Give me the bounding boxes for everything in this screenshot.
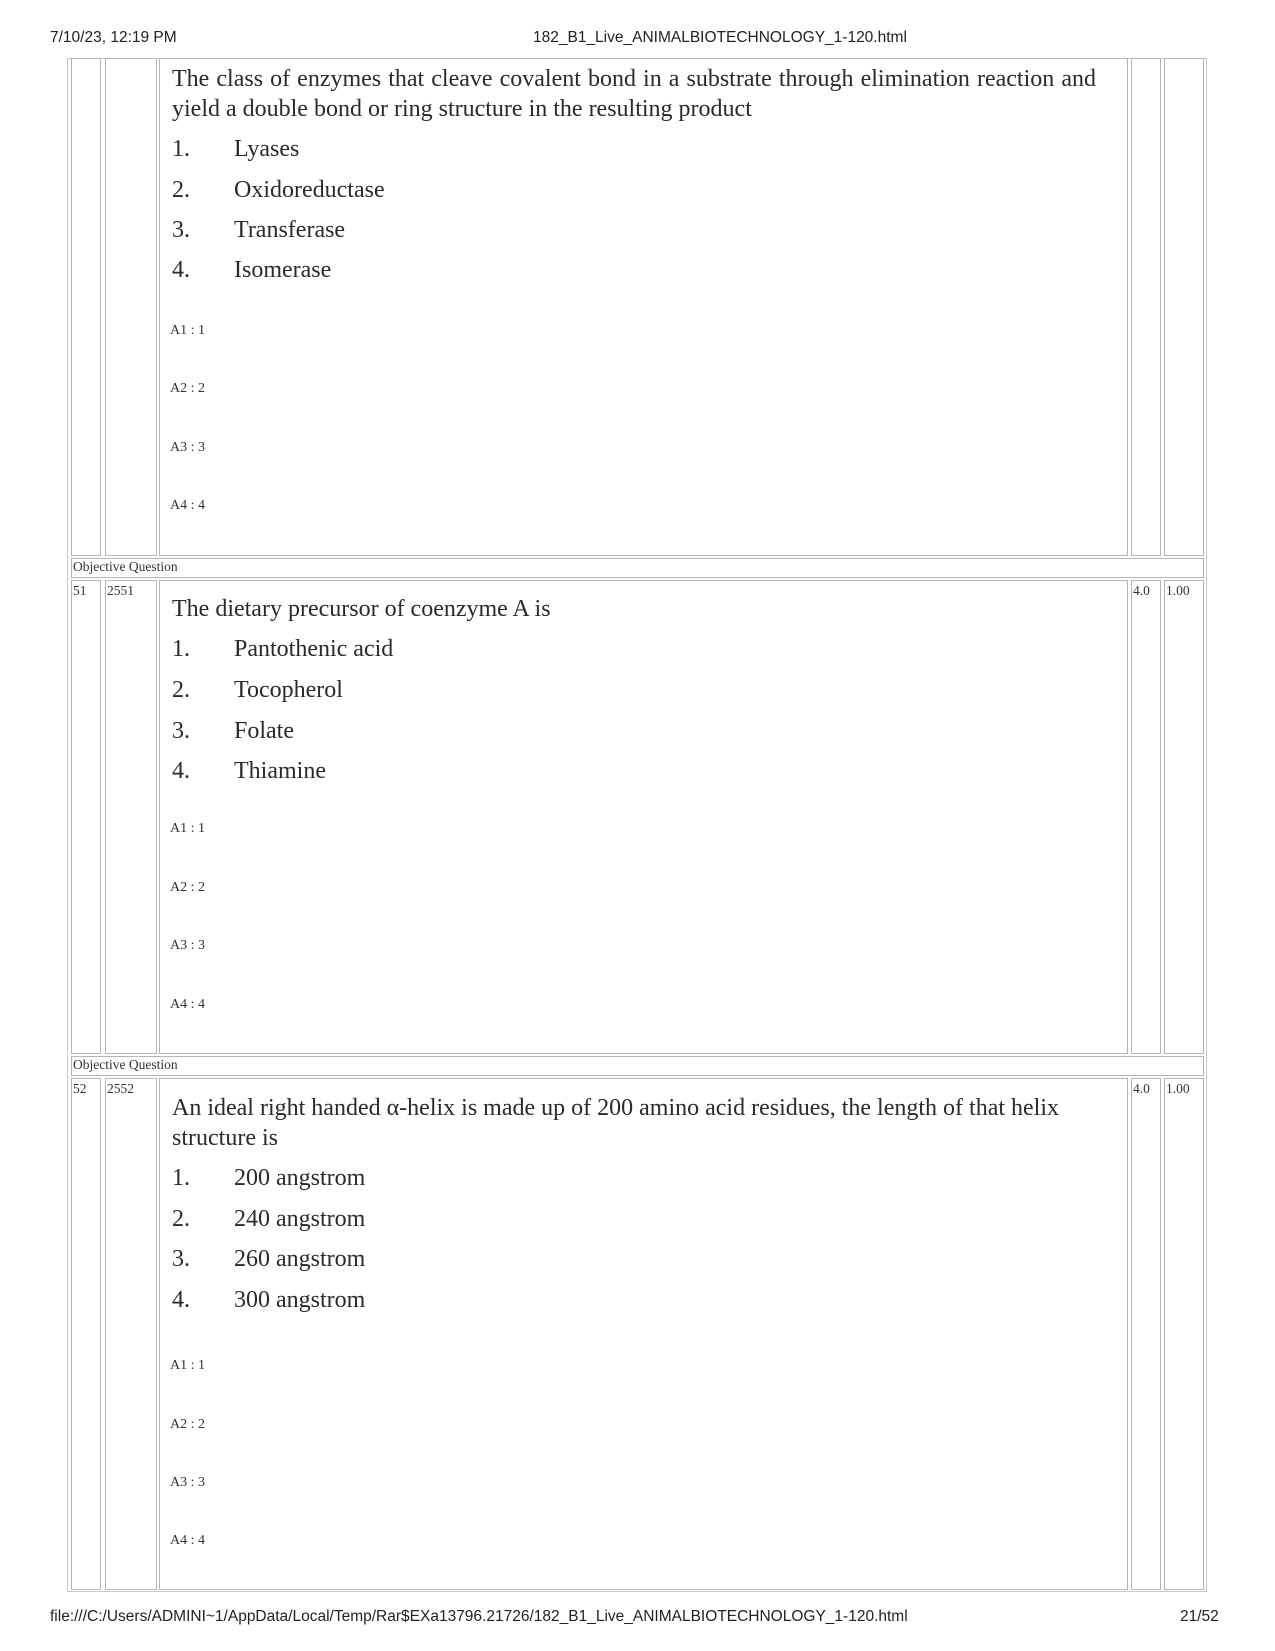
- option-2: 2. 240 angstrom: [172, 1206, 366, 1232]
- qid-cell: [105, 580, 157, 1054]
- marks-value: 4.0: [1133, 583, 1150, 598]
- sno-cell: [71, 58, 101, 556]
- option-2: 2. Oxidoreductase: [172, 177, 385, 203]
- question-cell: [159, 1078, 1128, 1590]
- answer-2: A2 : 2: [170, 880, 205, 895]
- answer-2: A2 : 2: [170, 381, 205, 396]
- answer-2: A2 : 2: [170, 1417, 205, 1432]
- serial-number: 51: [73, 583, 87, 598]
- option-3: 3. 260 angstrom: [172, 1246, 366, 1272]
- print-page-indicator: 21/52: [1180, 1608, 1219, 1625]
- qid-cell: [105, 1078, 157, 1590]
- option-1: 1. 200 angstrom: [172, 1165, 366, 1191]
- answer-3: A3 : 3: [170, 440, 205, 455]
- negative-cell: [1164, 58, 1204, 556]
- negative-marks-value: 1.00: [1166, 1081, 1190, 1096]
- print-doc-title: 182_B1_Live_ANIMALBIOTECHNOLOGY_1-120.html: [533, 29, 907, 46]
- question-type-label: Objective Question: [73, 559, 178, 574]
- marks-value: 4.0: [1133, 1081, 1150, 1096]
- negative-marks-value: 1.00: [1166, 583, 1190, 598]
- marks-cell: [1131, 58, 1161, 556]
- sno-cell: [71, 1078, 101, 1590]
- print-file-path: file:///C:/Users/ADMINI~1/AppData/Local/Temp/Rar$EXa13796.21726/182_B1_Live_ANIMALBIOTECHNOLOGY_1-120.html: [50, 1608, 908, 1625]
- sno-cell: [71, 580, 101, 1054]
- question-text: The class of enzymes that cleave covalent bond in a substrate through elimination reaction and yield a double bond or ring structure in the resulting product: [172, 66, 1096, 122]
- answer-3: A3 : 3: [170, 1475, 205, 1490]
- answer-3: A3 : 3: [170, 938, 205, 953]
- answer-1: A1 : 1: [170, 821, 205, 836]
- print-datetime: 7/10/23, 12:19 PM: [50, 29, 177, 46]
- question-type-label: Objective Question: [73, 1057, 178, 1072]
- negative-cell: [1164, 580, 1204, 1054]
- serial-number: 52: [73, 1081, 87, 1096]
- option-4: 4. Thiamine: [172, 758, 326, 784]
- option-1: 1. Pantothenic acid: [172, 636, 394, 662]
- marks-cell: [1131, 580, 1161, 1054]
- negative-cell: [1164, 1078, 1204, 1590]
- question-text: The dietary precursor of coenzyme A is: [172, 596, 551, 622]
- answer-4: A4 : 4: [170, 1533, 205, 1548]
- marks-cell: [1131, 1078, 1161, 1590]
- qid-cell: [105, 58, 157, 556]
- option-4: 4. Isomerase: [172, 257, 332, 283]
- option-2: 2. Tocopherol: [172, 677, 343, 703]
- question-cell: [159, 58, 1128, 556]
- answer-1: A1 : 1: [170, 1358, 205, 1373]
- question-text: An ideal right handed α-helix is made up of 200 amino acid residues, the length of that helix structure is: [172, 1095, 1060, 1151]
- question-id: 2552: [107, 1081, 134, 1096]
- question-id: 2551: [107, 583, 134, 598]
- option-3: 3. Transferase: [172, 217, 346, 243]
- answer-4: A4 : 4: [170, 997, 205, 1012]
- option-4: 4. 300 angstrom: [172, 1287, 366, 1313]
- option-1: 1. Lyases: [172, 136, 300, 162]
- option-3: 3. Folate: [172, 718, 294, 744]
- answer-1: A1 : 1: [170, 323, 205, 338]
- answer-4: A4 : 4: [170, 498, 205, 513]
- question-type-row: [71, 1056, 1204, 1076]
- question-type-row: [71, 558, 1204, 578]
